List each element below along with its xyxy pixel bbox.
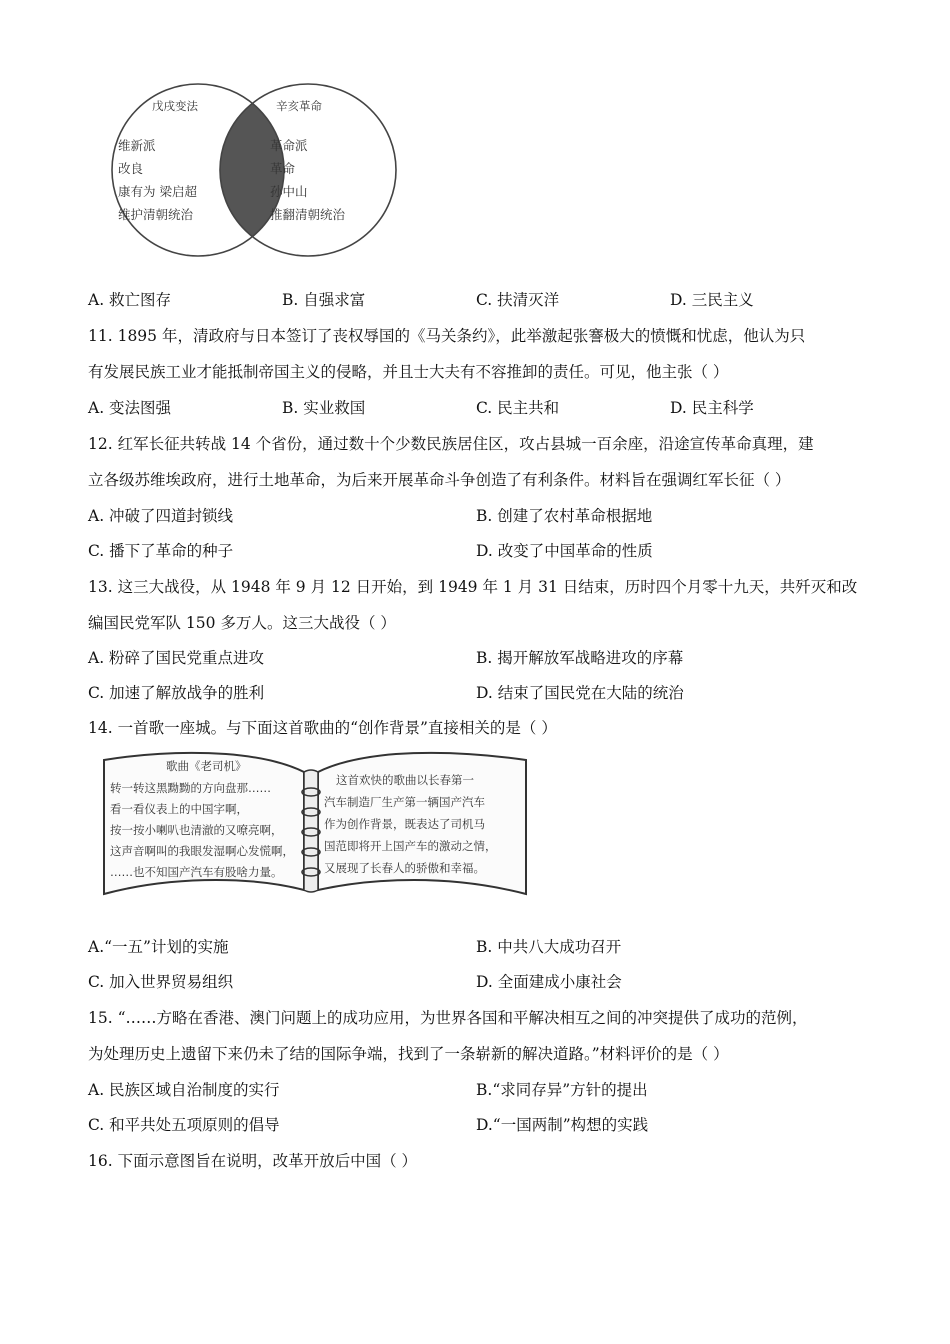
q12-option-b: B. 创建了农村革命根据地 bbox=[476, 507, 653, 525]
venn-left-line: 改良 bbox=[118, 161, 144, 176]
book-left-line: 这声音啊叫的我眼发湿啊心发慌啊， bbox=[110, 844, 294, 858]
q11-option-d: D. 民主科学 bbox=[670, 399, 754, 417]
book-right-line: 又展现了长春人的骄傲和幸福。 bbox=[324, 861, 485, 875]
venn-right-line: 推翻清朝统治 bbox=[270, 207, 346, 222]
q15-stem-line2: 为处理历史上遗留下来仍未了结的国际争端，找到了一条崭新的解决道路。”材料评价的是（ ） bbox=[88, 1045, 729, 1063]
q14-option-c: C. 加入世界贸易组织 bbox=[88, 973, 234, 991]
venn-left-line: 维新派 bbox=[118, 138, 156, 153]
book-left-line: ……也不知国产汽车有股啥力量。 bbox=[110, 865, 283, 879]
q15-option-c: C. 和平共处五项原则的倡导 bbox=[88, 1116, 280, 1134]
q12-option-d: D. 改变了中国革命的性质 bbox=[476, 542, 653, 560]
book-left-title: 歌曲《老司机》 bbox=[166, 759, 247, 773]
q14-option-d: D. 全面建成小康社会 bbox=[476, 973, 622, 991]
venn-right-line: 孙中山 bbox=[270, 184, 308, 199]
q13-option-a: A. 粉碎了国民党重点进攻 bbox=[88, 649, 265, 667]
q10-option-b: B. 自强求富 bbox=[282, 291, 366, 309]
open-book-illustration bbox=[96, 748, 532, 904]
book-left-line: 转一转这黑黝黝的方向盘那…… bbox=[110, 781, 271, 795]
venn-left-title: 戊戌变法 bbox=[152, 99, 198, 113]
q10-option-a: A. 救亡图存 bbox=[88, 291, 172, 309]
q14-stem-line1: 14. 一首歌一座城。与下面这首歌曲的“创作背景”直接相关的是（ ） bbox=[88, 719, 557, 737]
q11-stem-line2: 有发展民族工业才能抵制帝国主义的侵略，并且士大夫有不容推卸的责任。可见，他主张（ ） bbox=[88, 363, 729, 381]
q15-option-b: B.“求同存异”方针的提出 bbox=[476, 1081, 648, 1099]
q11-option-c: C. 民主共和 bbox=[476, 399, 560, 417]
q10-option-c: C. 扶清灭洋 bbox=[476, 291, 560, 309]
q11-stem-line1: 11. 1895 年，清政府与日本签订了丧权辱国的《马关条约》，此举激起张謇极大的愤慨和忧虑，他认为只 bbox=[88, 327, 806, 345]
book-right-line: 作为创作背景，既表达了司机马 bbox=[324, 817, 485, 831]
book-left-line: 按一按小喇叭也清澈的又嘹亮啊， bbox=[110, 823, 283, 837]
q14-option-b: B. 中共八大成功召开 bbox=[476, 938, 622, 956]
q13-option-d: D. 结束了国民党在大陆的统治 bbox=[476, 684, 684, 702]
book-right-line: 国范即将开上国产车的激动之情， bbox=[324, 839, 497, 853]
q10-option-d: D. 三民主义 bbox=[670, 291, 754, 309]
q13-option-b: B. 揭开解放军战略进攻的序幕 bbox=[476, 649, 684, 667]
q12-stem-line2: 立各级苏维埃政府，进行土地革命，为后来开展革命斗争创造了有利条件。材料旨在强调红军长征（ ） bbox=[88, 471, 791, 489]
book-left-line: 看一看仪表上的中国字啊， bbox=[110, 802, 248, 816]
venn-right-line: 革命派 bbox=[270, 138, 308, 153]
book-right-line: 汽车制造厂生产第一辆国产汽车 bbox=[324, 795, 485, 809]
q13-stem-line1: 13. 这三大战役，从 1948 年 9 月 12 日开始，到 1949 年 1 月 31 日结束，历时四个月零十九天，共歼灭和改 bbox=[88, 578, 858, 596]
q11-option-a: A. 变法图强 bbox=[88, 399, 172, 417]
venn-left-line: 维护清朝统治 bbox=[118, 207, 194, 222]
q13-stem-line2: 编国民党军队 150 多万人。这三大战役（ ） bbox=[88, 614, 396, 632]
q12-stem-line1: 12. 红军长征共转战 14 个省份，通过数十个少数民族居住区，攻占县城一百余座，沿途宣传革命真理，建 bbox=[88, 435, 814, 453]
q15-option-a: A. 民族区域自治制度的实行 bbox=[88, 1081, 280, 1099]
venn-right-line: 革命 bbox=[270, 161, 296, 176]
q12-option-c: C. 播下了革命的种子 bbox=[88, 542, 234, 560]
q12-option-a: A. 冲破了四道封锁线 bbox=[88, 507, 234, 525]
q15-stem-line1: 15. “……方略在香港、澳门问题上的成功应用，为世界各国和平解决相互之间的冲突提供了成功的范例， bbox=[88, 1009, 808, 1027]
q16-stem-line1: 16. 下面示意图旨在说明，改革开放后中国（ ） bbox=[88, 1152, 418, 1170]
venn-left-line: 康有为 梁启超 bbox=[118, 184, 197, 199]
venn-right-title: 辛亥革命 bbox=[276, 99, 322, 113]
q15-option-d: D.“一国两制”构想的实践 bbox=[476, 1116, 649, 1134]
q11-option-b: B. 实业救国 bbox=[282, 399, 366, 417]
book-right-line: 这首欢快的歌曲以长春第一 bbox=[336, 773, 474, 787]
venn-diagram bbox=[110, 78, 400, 263]
q14-option-a: A.“一五”计划的实施 bbox=[88, 938, 229, 956]
q13-option-c: C. 加速了解放战争的胜利 bbox=[88, 684, 265, 702]
